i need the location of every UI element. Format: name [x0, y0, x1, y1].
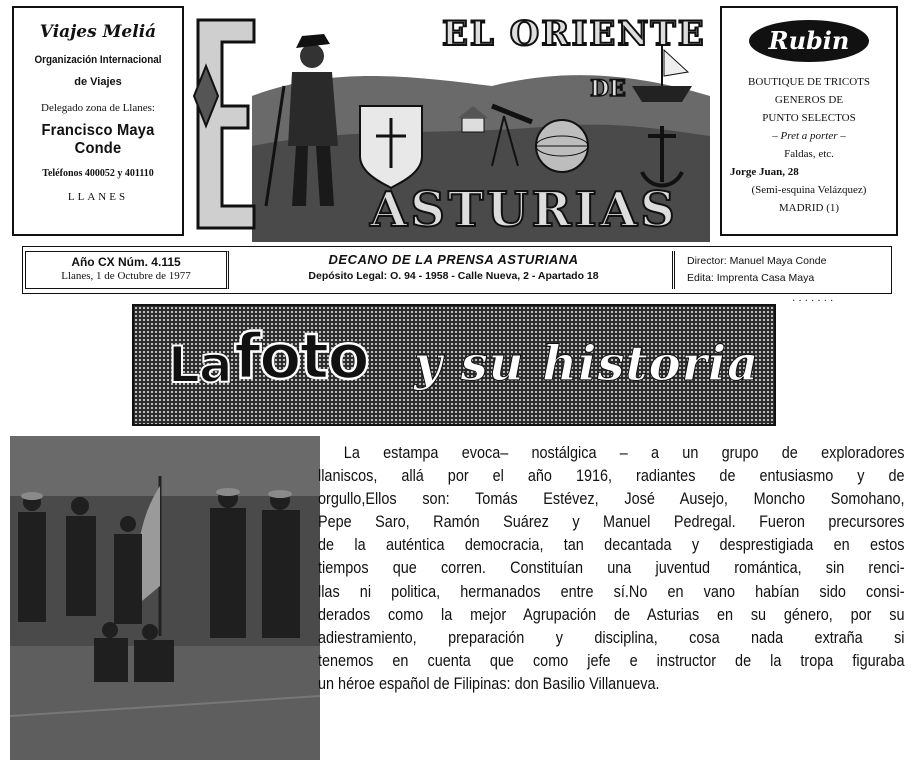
ad-line-3: PUNTO SELECTOS — [762, 112, 856, 124]
motto: DECANO DE LA PRENSA ASTURIANA — [328, 252, 579, 267]
info-strip — [22, 246, 892, 294]
ad-line-5: Faldas, etc. — [784, 148, 834, 160]
historical-photo — [10, 436, 320, 760]
article-line-2: llaniscos, allá por el año 1916, radiantes de entusiasmo y de — [318, 466, 905, 486]
article-line-3: orgullo,Ellos son: Tomás Estévez, José Ausejo, Moncho Somohano, — [318, 489, 905, 509]
divider-dots: ······· — [792, 296, 837, 307]
legal-deposit: Depósito Legal: O. 94 - 1958 - Calle Nueva, 2 - Apartado 18 — [308, 270, 599, 282]
ad-phones: Teléfonos 400052 y 401110 — [42, 168, 154, 179]
article-line-10: tenemos en cuenta que como jefe e instructor de la tropa figuraba — [318, 650, 905, 670]
ad-org-line-1: Organización Internacional — [34, 54, 162, 66]
article-line-5: de la auténtica democracia, tan decantada y desprestigiada en estos — [318, 535, 905, 555]
ad-org-line-2: de Viajes — [74, 76, 122, 88]
masthead — [192, 6, 710, 242]
masthead-title-bottom: ASTURIAS — [370, 182, 678, 238]
issue-cell — [25, 251, 229, 289]
article-line-9: adiestramiento, preparación y disciplina, cosa nada extraña si — [318, 627, 905, 647]
ad-delegate-label: Delegado zona de Llanes: — [41, 102, 155, 114]
article-line-4: Pepe Saro, Ramón Suárez y Manuel Pedregal. Fueron precursores — [318, 512, 905, 532]
article-body — [318, 441, 912, 695]
staff-cell — [679, 251, 889, 289]
banner-foto: foto — [234, 320, 368, 393]
ad-line-7: (Semi-esquina Velázquez) — [751, 184, 867, 196]
article-line-11: un héroe español de Filipinas: don Basilio Villanueva. — [318, 673, 660, 693]
article-line-7: llas ni politica, hermanados entre sí.No en vano habían sido consi- — [318, 581, 905, 601]
article-line-1: La estampa evoca– nostálgica – a un grupo de exploradores — [343, 443, 905, 462]
ad-delegate-name: Francisco Maya Conde — [41, 122, 155, 157]
article-line-6: tiempos que corren. Constituían una juventud romántica, sin renci- — [318, 558, 905, 578]
masthead-title-de: DE — [590, 76, 626, 102]
ad-brand-logo: Rubin — [749, 20, 869, 62]
issue-number: Año CX Núm. 4.115 — [71, 255, 181, 269]
ad-viajes-melia — [12, 6, 184, 236]
ad-line-2: GENEROS DE — [774, 94, 844, 106]
article-line-8: derados como la mejor Agrupación de Asturias en su género, por su — [318, 604, 905, 624]
photo-scouts-group — [10, 436, 320, 760]
banner-script: y su historia — [414, 336, 760, 392]
director: Director: Manuel Maya Conde — [687, 255, 827, 267]
section-banner — [132, 304, 776, 426]
ad-line-6: Jorge Juan, 28 — [730, 166, 799, 178]
printer: Edita: Imprenta Casa Maya — [687, 272, 815, 284]
ad-rubin — [720, 6, 898, 236]
banner-la: La — [168, 336, 232, 394]
ad-line-8: MADRID (1) — [778, 202, 840, 214]
ad-company-name: Viajes Meliá — [39, 22, 157, 42]
ad-line-4: – Pret a porter – — [772, 130, 846, 142]
ad-line-1: BOUTIQUE DE TRICOTS — [747, 76, 870, 88]
ad-city: LLANES — [67, 191, 129, 203]
masthead-title-top: EL ORIENTE — [442, 14, 706, 54]
motto-cell — [235, 251, 675, 289]
issue-date: Llanes, 1 de Octubre de 1977 — [61, 270, 191, 282]
